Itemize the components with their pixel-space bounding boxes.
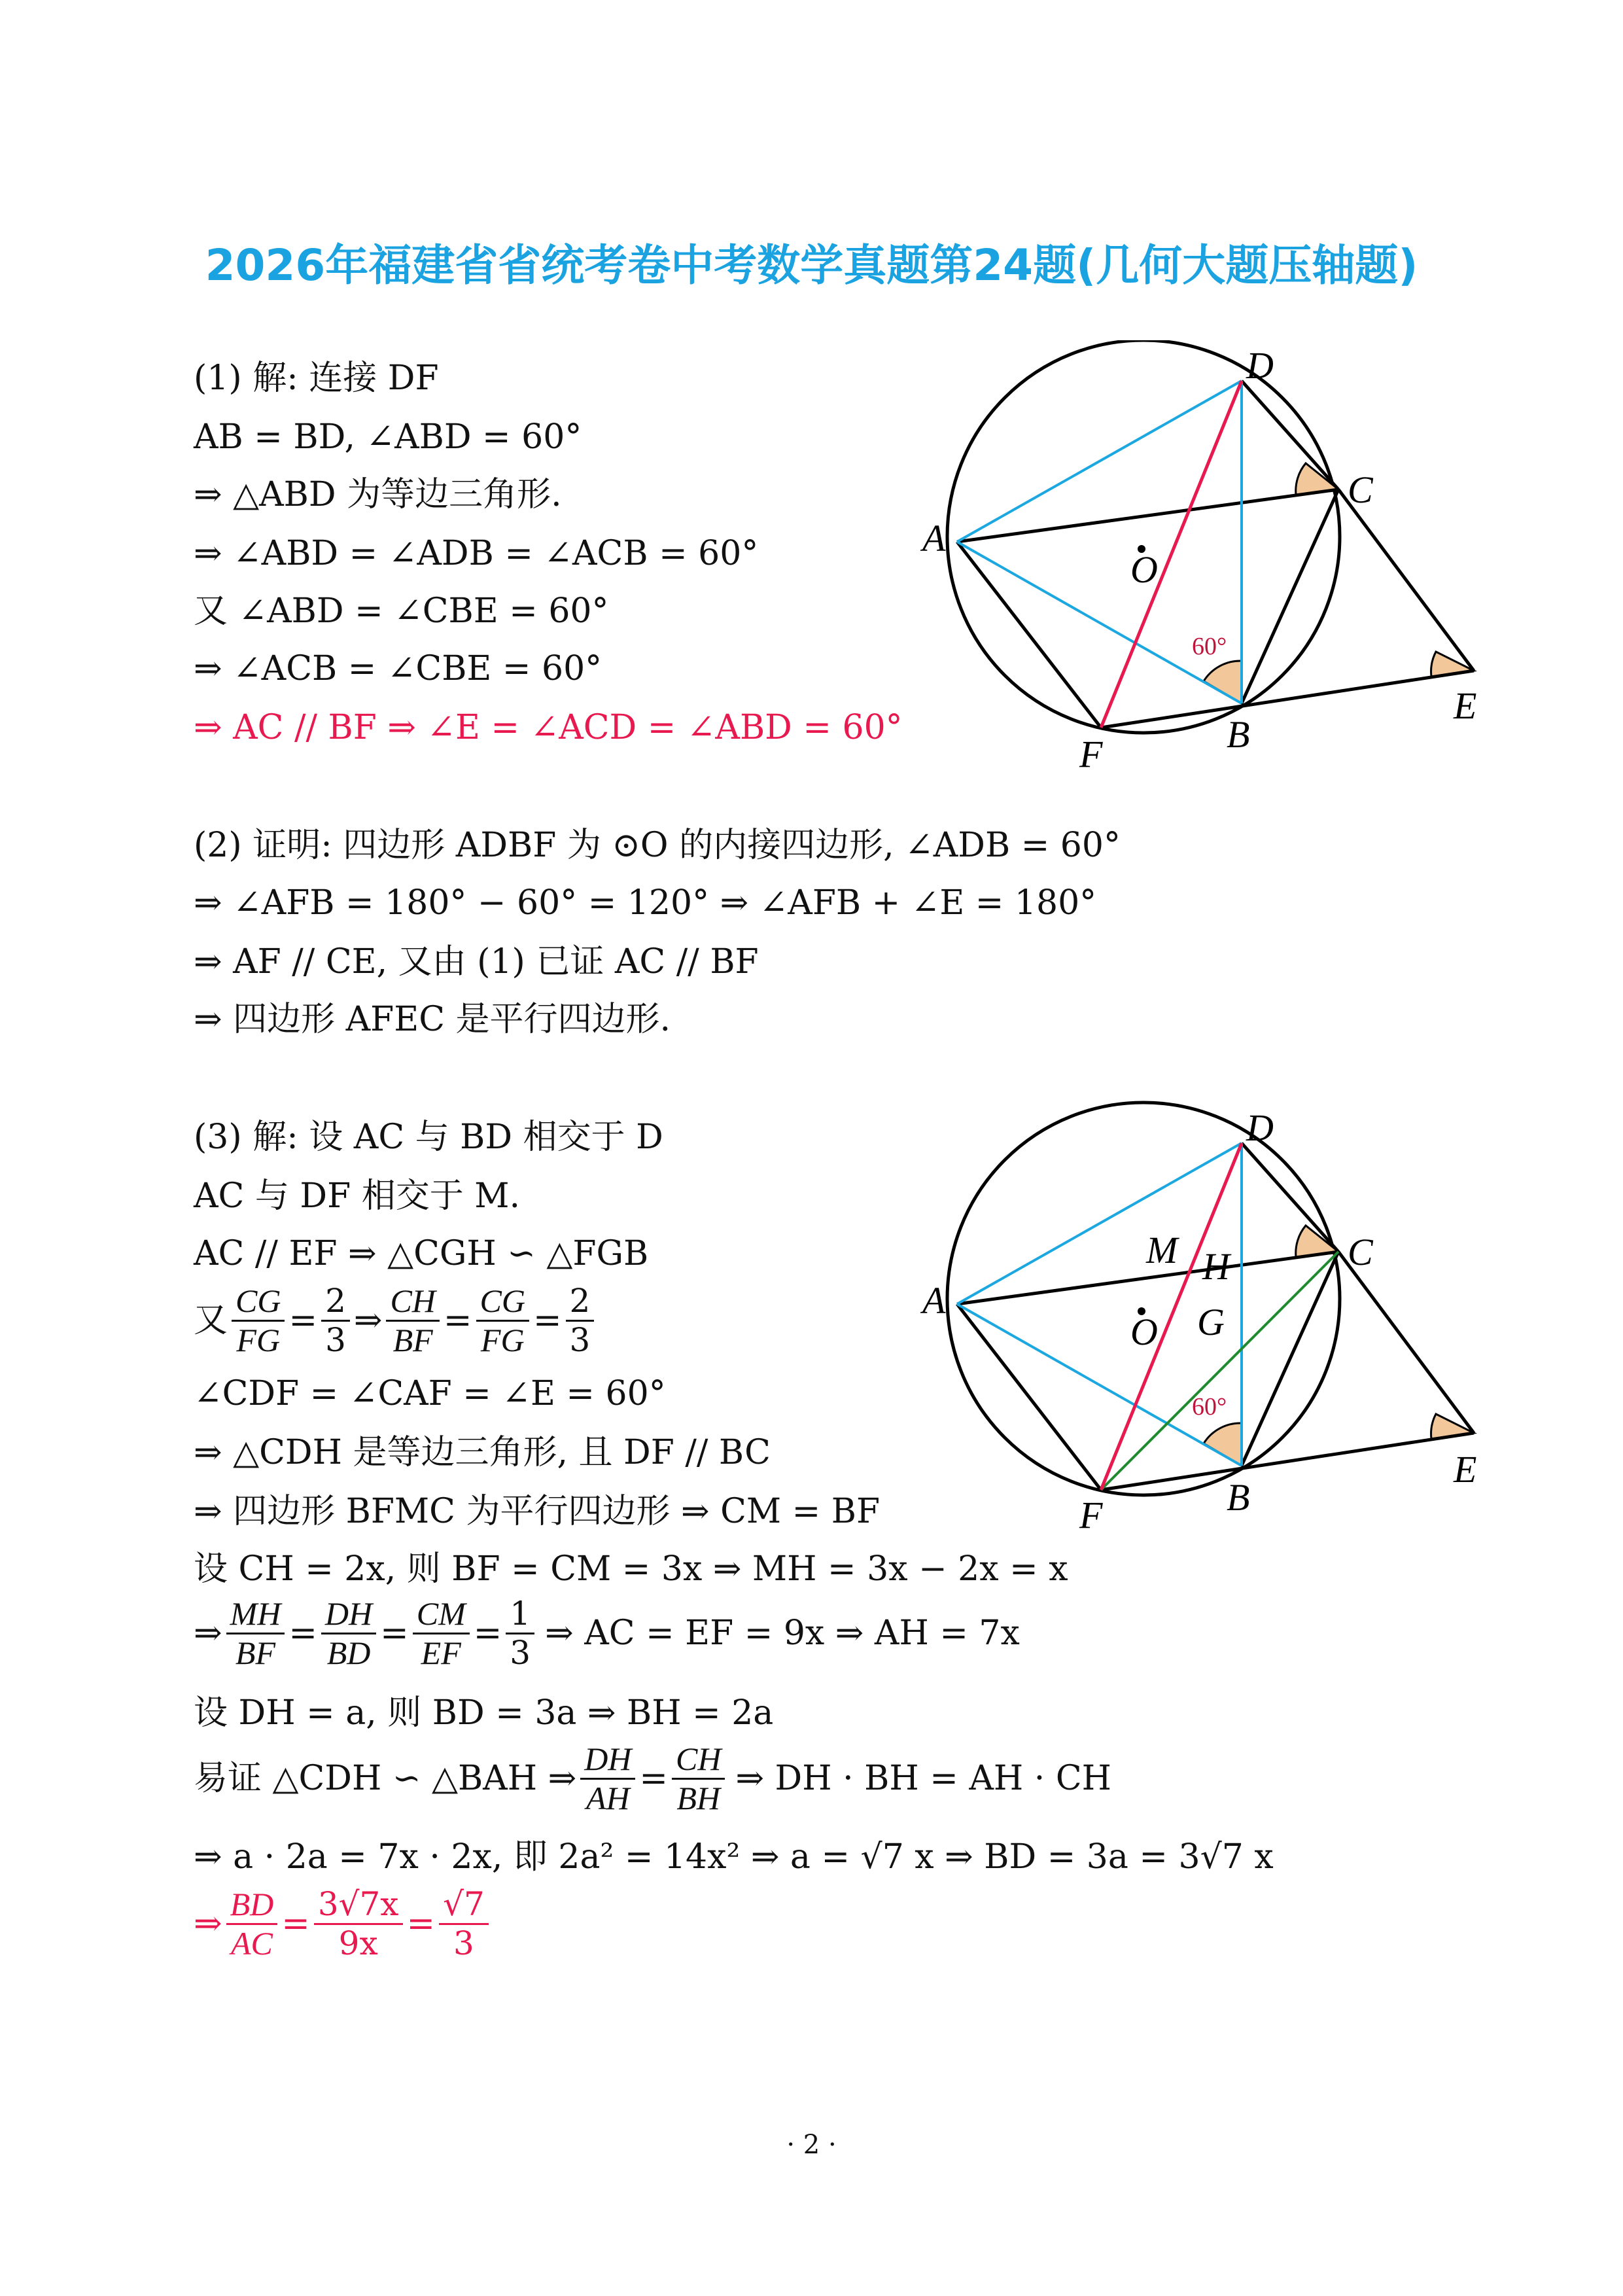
part3-line12: ⇒ a · 2a = 7x · 2x, 即 2a² = 14x² ⇒ a = √7 x ⇒ BD = 3a = 3√7 x — [194, 1837, 1274, 1877]
fraction: $\frac{1}{3}$ — [506, 1597, 534, 1670]
part2-line2: ⇒ ∠AFB = 180° − 60° = 120° ⇒ ∠AFB + ∠E = 180° — [194, 883, 1097, 923]
label-b: B — [1227, 713, 1250, 756]
fraction: $\frac{CH}{BH}$ — [672, 1742, 725, 1815]
segment-dc — [1242, 1143, 1338, 1252]
fraction: $\frac{2}{3}$ — [566, 1284, 595, 1357]
fraction: $\frac{2}{3}$ — [321, 1284, 350, 1357]
segment-af — [957, 1304, 1101, 1490]
label-c: C — [1348, 1231, 1373, 1273]
segment-ce — [1338, 1252, 1474, 1433]
geometry-figure-1 — [903, 340, 1505, 785]
part3-line2: AC 与 DF 相交于 M. — [194, 1176, 521, 1216]
part2-line1: (2) 证明: 四边形 ADBF 为 ⊙O 的内接四边形, ∠ADB = 60° — [194, 826, 1121, 865]
fraction: $\frac{BD}{AC}$ — [226, 1887, 278, 1960]
text: 又 — [194, 1301, 228, 1340]
label-o: O — [1130, 548, 1158, 591]
part3-line8: 设 CH = 2x, 则 BF = CM = 3x ⇒ MH = 3x − 2x = x — [194, 1549, 1068, 1589]
page-title: 2026年福建省省统考卷中考数学真题第24题(几何大题压轴题) — [205, 240, 1418, 291]
fraction: $\frac{CM}{EF}$ — [413, 1597, 470, 1670]
segment-fe — [1101, 1433, 1477, 1491]
part2-line4: ⇒ 四边形 AFEC 是平行四边形. — [194, 1000, 671, 1039]
segment-ab — [957, 542, 1242, 703]
fraction: $\frac{CG}{FG}$ — [476, 1284, 529, 1357]
part3-line5: ∠CDF = ∠CAF = ∠E = 60° — [194, 1374, 666, 1413]
angle-label: 60° — [1192, 1393, 1227, 1421]
segment-dc — [1242, 381, 1338, 489]
equals: = — [380, 1614, 409, 1653]
segment-cb — [1242, 489, 1338, 703]
segment-cb — [1242, 1252, 1338, 1466]
segment-fe — [1101, 671, 1477, 728]
fraction: $\frac{CG}{FG}$ — [232, 1284, 285, 1357]
equals: = — [443, 1301, 472, 1340]
label-o: O — [1130, 1311, 1158, 1353]
label-f: F — [1079, 733, 1103, 775]
part1-line2: AB = BD, ∠ABD = 60° — [194, 417, 582, 457]
fraction: $\frac{MH}{BF}$ — [226, 1597, 285, 1670]
part3-line11 — [194, 1742, 1111, 1815]
part3-line6: ⇒ △CDH 是等边三角形, 且 DF // BC — [194, 1433, 771, 1472]
label-b: B — [1227, 1476, 1250, 1519]
segment-af — [957, 542, 1101, 728]
equals: = — [281, 1904, 310, 1943]
angle-mark-b — [1204, 661, 1242, 703]
text: ⇒ AC = EF = 9x ⇒ AH = 7x — [545, 1614, 1020, 1653]
text: ⇒ DH · BH = AH · CH — [735, 1759, 1111, 1798]
label-g: G — [1197, 1301, 1225, 1343]
arrow: ⇒ — [353, 1301, 383, 1340]
label-e: E — [1454, 1448, 1477, 1491]
text: 易证 △CDH ∽ △BAH ⇒ — [194, 1759, 577, 1798]
page-number: · 2 · — [786, 2130, 837, 2160]
part1-line4: ⇒ ∠ABD = ∠ADB = ∠ACB = 60° — [194, 534, 759, 573]
equals: = — [532, 1301, 562, 1340]
fraction: $\frac{3√7x}{9x}$ — [314, 1887, 403, 1960]
part3-line10: 设 DH = a, 则 BD = 3a ⇒ BH = 2a — [194, 1693, 774, 1733]
part1-line7: ⇒ AC // BF ⇒ ∠E = ∠ACD = ∠ABD = 60° — [194, 708, 903, 747]
part3-line7: ⇒ 四边形 BFMC 为平行四边形 ⇒ CM = BF — [194, 1492, 881, 1531]
equals: = — [639, 1759, 668, 1798]
label-m: M — [1146, 1229, 1178, 1271]
part1-line1: (1) 解: 连接 DF — [194, 359, 439, 398]
part3-line1: (3) 解: 设 AC 与 BD 相交于 D — [194, 1118, 663, 1157]
part1-line6: ⇒ ∠ACB = ∠CBE = 60° — [194, 649, 602, 688]
label-c: C — [1348, 468, 1373, 511]
angle-label: 60° — [1192, 633, 1227, 660]
label-a: A — [922, 1279, 946, 1322]
part2-line3: ⇒ AF // CE, 又由 (1) 已证 AC // BF — [194, 942, 759, 981]
label-a: A — [922, 517, 946, 559]
fraction: $\frac{DH}{AH}$ — [580, 1742, 635, 1815]
arrow: ⇒ — [194, 1904, 222, 1943]
equals: = — [473, 1614, 502, 1653]
part3-line3: AC // EF ⇒ △CGH ∽ △FGB — [194, 1234, 649, 1273]
fraction: $\frac{DH}{BD}$ — [321, 1597, 376, 1670]
label-e: E — [1454, 684, 1477, 727]
arrow: ⇒ — [194, 1614, 222, 1653]
part1-line5: 又 ∠ABD = ∠CBE = 60° — [194, 592, 609, 631]
equals: = — [406, 1904, 436, 1943]
equals: = — [288, 1614, 317, 1653]
part3-line9 — [194, 1597, 1020, 1670]
part3-line13 — [194, 1887, 493, 1960]
label-d: D — [1246, 1106, 1274, 1149]
fraction: $\frac{CH}{BF}$ — [386, 1284, 439, 1357]
label-d: D — [1246, 344, 1274, 387]
label-h: H — [1202, 1245, 1230, 1288]
segment-ac — [957, 489, 1338, 542]
segment-ce — [1338, 489, 1474, 671]
equals: = — [288, 1301, 318, 1340]
angle-mark-b — [1204, 1423, 1242, 1466]
part1-line3: ⇒ △ABD 为等边三角形. — [194, 475, 562, 514]
fraction: $\frac{√7}{3}$ — [439, 1887, 489, 1960]
geometry-figure-2 — [903, 1099, 1505, 1551]
part3-line4 — [194, 1284, 598, 1357]
label-f: F — [1079, 1494, 1103, 1536]
